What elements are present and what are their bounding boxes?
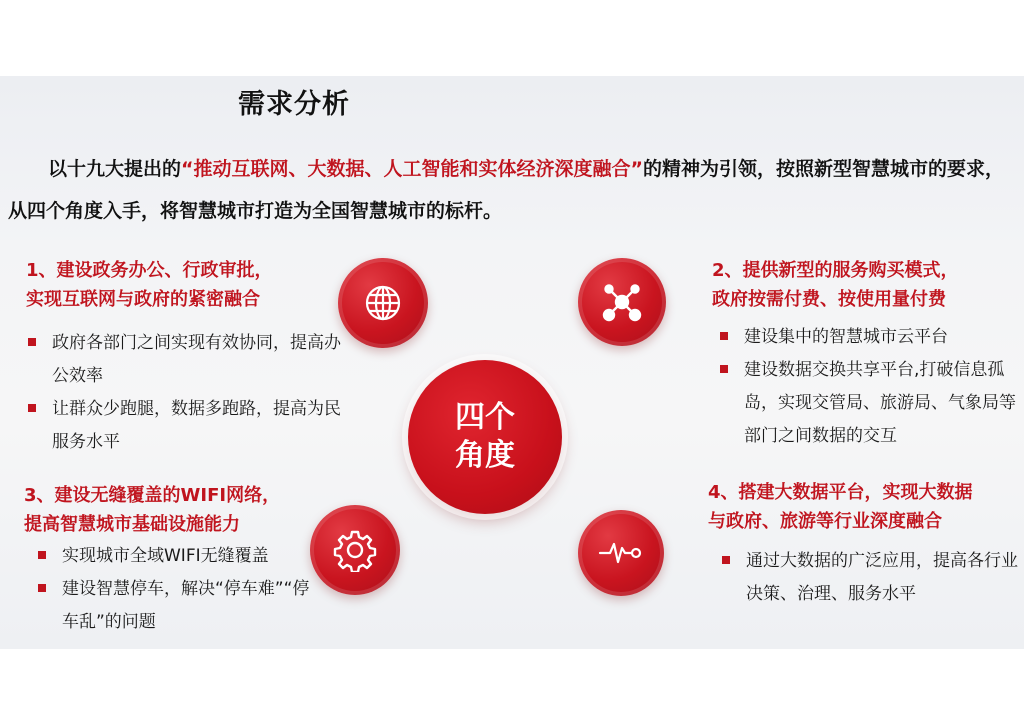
intro-quote-close: ” [630, 158, 644, 180]
pulse-icon [598, 538, 644, 568]
bullet-square-icon [720, 365, 728, 373]
section-4-bullets [718, 545, 1018, 611]
bullet-square-icon [722, 556, 730, 564]
pulse-circle [578, 510, 664, 596]
network-circle [578, 258, 666, 346]
bullet-square-icon [28, 338, 36, 346]
intro-paragraph [8, 148, 1018, 232]
section-2-heading-line1: 2、提供新型的服务购买模式， [712, 260, 959, 281]
section-4-heading-line2: 与政府、旅游等行业深度融合 [708, 511, 942, 532]
section-1-heading-line1: 1、建设政务办公、行政审批， [26, 260, 273, 281]
list-item: 建设数据交换共享平台,打破信息孤岛，实现交管局、旅游局、气象局等部门之间数据的交互 [716, 354, 1022, 453]
gear-icon [333, 528, 377, 572]
center-circle [408, 360, 562, 514]
globe-circle [338, 258, 428, 348]
intro-prefix: 以十九大提出的 [48, 158, 182, 180]
intro-highlight: 推动互联网、大数据、人工智能和实体经济深度融合 [193, 158, 631, 180]
section-4-heading [708, 478, 973, 536]
network-nodes-icon [600, 280, 644, 324]
globe-icon [362, 282, 404, 324]
bullet-square-icon [28, 404, 36, 412]
section-3-bullets [34, 540, 310, 639]
list-item: 实现城市全域WIFI无缝覆盖 [34, 540, 310, 573]
list-item: 通过大数据的广泛应用，提高各行业决策、治理、服务水平 [718, 545, 1018, 611]
center-label: 四个 角度 [455, 400, 515, 473]
section-2-heading [712, 256, 959, 314]
section-4-heading-line1: 4、搭建大数据平台，实现大数据 [708, 482, 973, 503]
section-1-bullets [24, 327, 346, 459]
section-3-heading-line1: 3、建设无缝覆盖的WIFI网络， [24, 485, 281, 506]
gear-circle [310, 505, 400, 595]
section-1-heading [26, 256, 273, 314]
section-2-bullets [716, 321, 1022, 453]
section-2-heading-line2: 政府按需付费、按使用量付费 [712, 289, 946, 310]
intro-quote-open: “ [181, 158, 194, 180]
list-item: 建设智慧停车，解决“停车难”“停车乱”的问题 [34, 573, 310, 639]
section-3-heading-line2: 提高智慧城市基础设施能力 [24, 514, 240, 535]
list-item: 建设集中的智慧城市云平台 [716, 321, 1022, 354]
page-title: 需求分析 [238, 89, 350, 120]
bullet-square-icon [38, 584, 46, 592]
section-3-heading [24, 481, 280, 539]
section-1-heading-line2: 实现互联网与政府的紧密融合 [26, 289, 260, 310]
list-item: 让群众少跑腿，数据多跑路，提高为民服务水平 [24, 393, 346, 459]
bullet-square-icon [38, 551, 46, 559]
list-item: 政府各部门之间实现有效协同，提高办公效率 [24, 327, 346, 393]
bullet-square-icon [720, 332, 728, 340]
intro-suffix: 的精神为引领，按照新型智慧城市的要求，从四个角度入手，将智慧城市打造为全国智慧城市的标杆。 [8, 158, 1005, 222]
